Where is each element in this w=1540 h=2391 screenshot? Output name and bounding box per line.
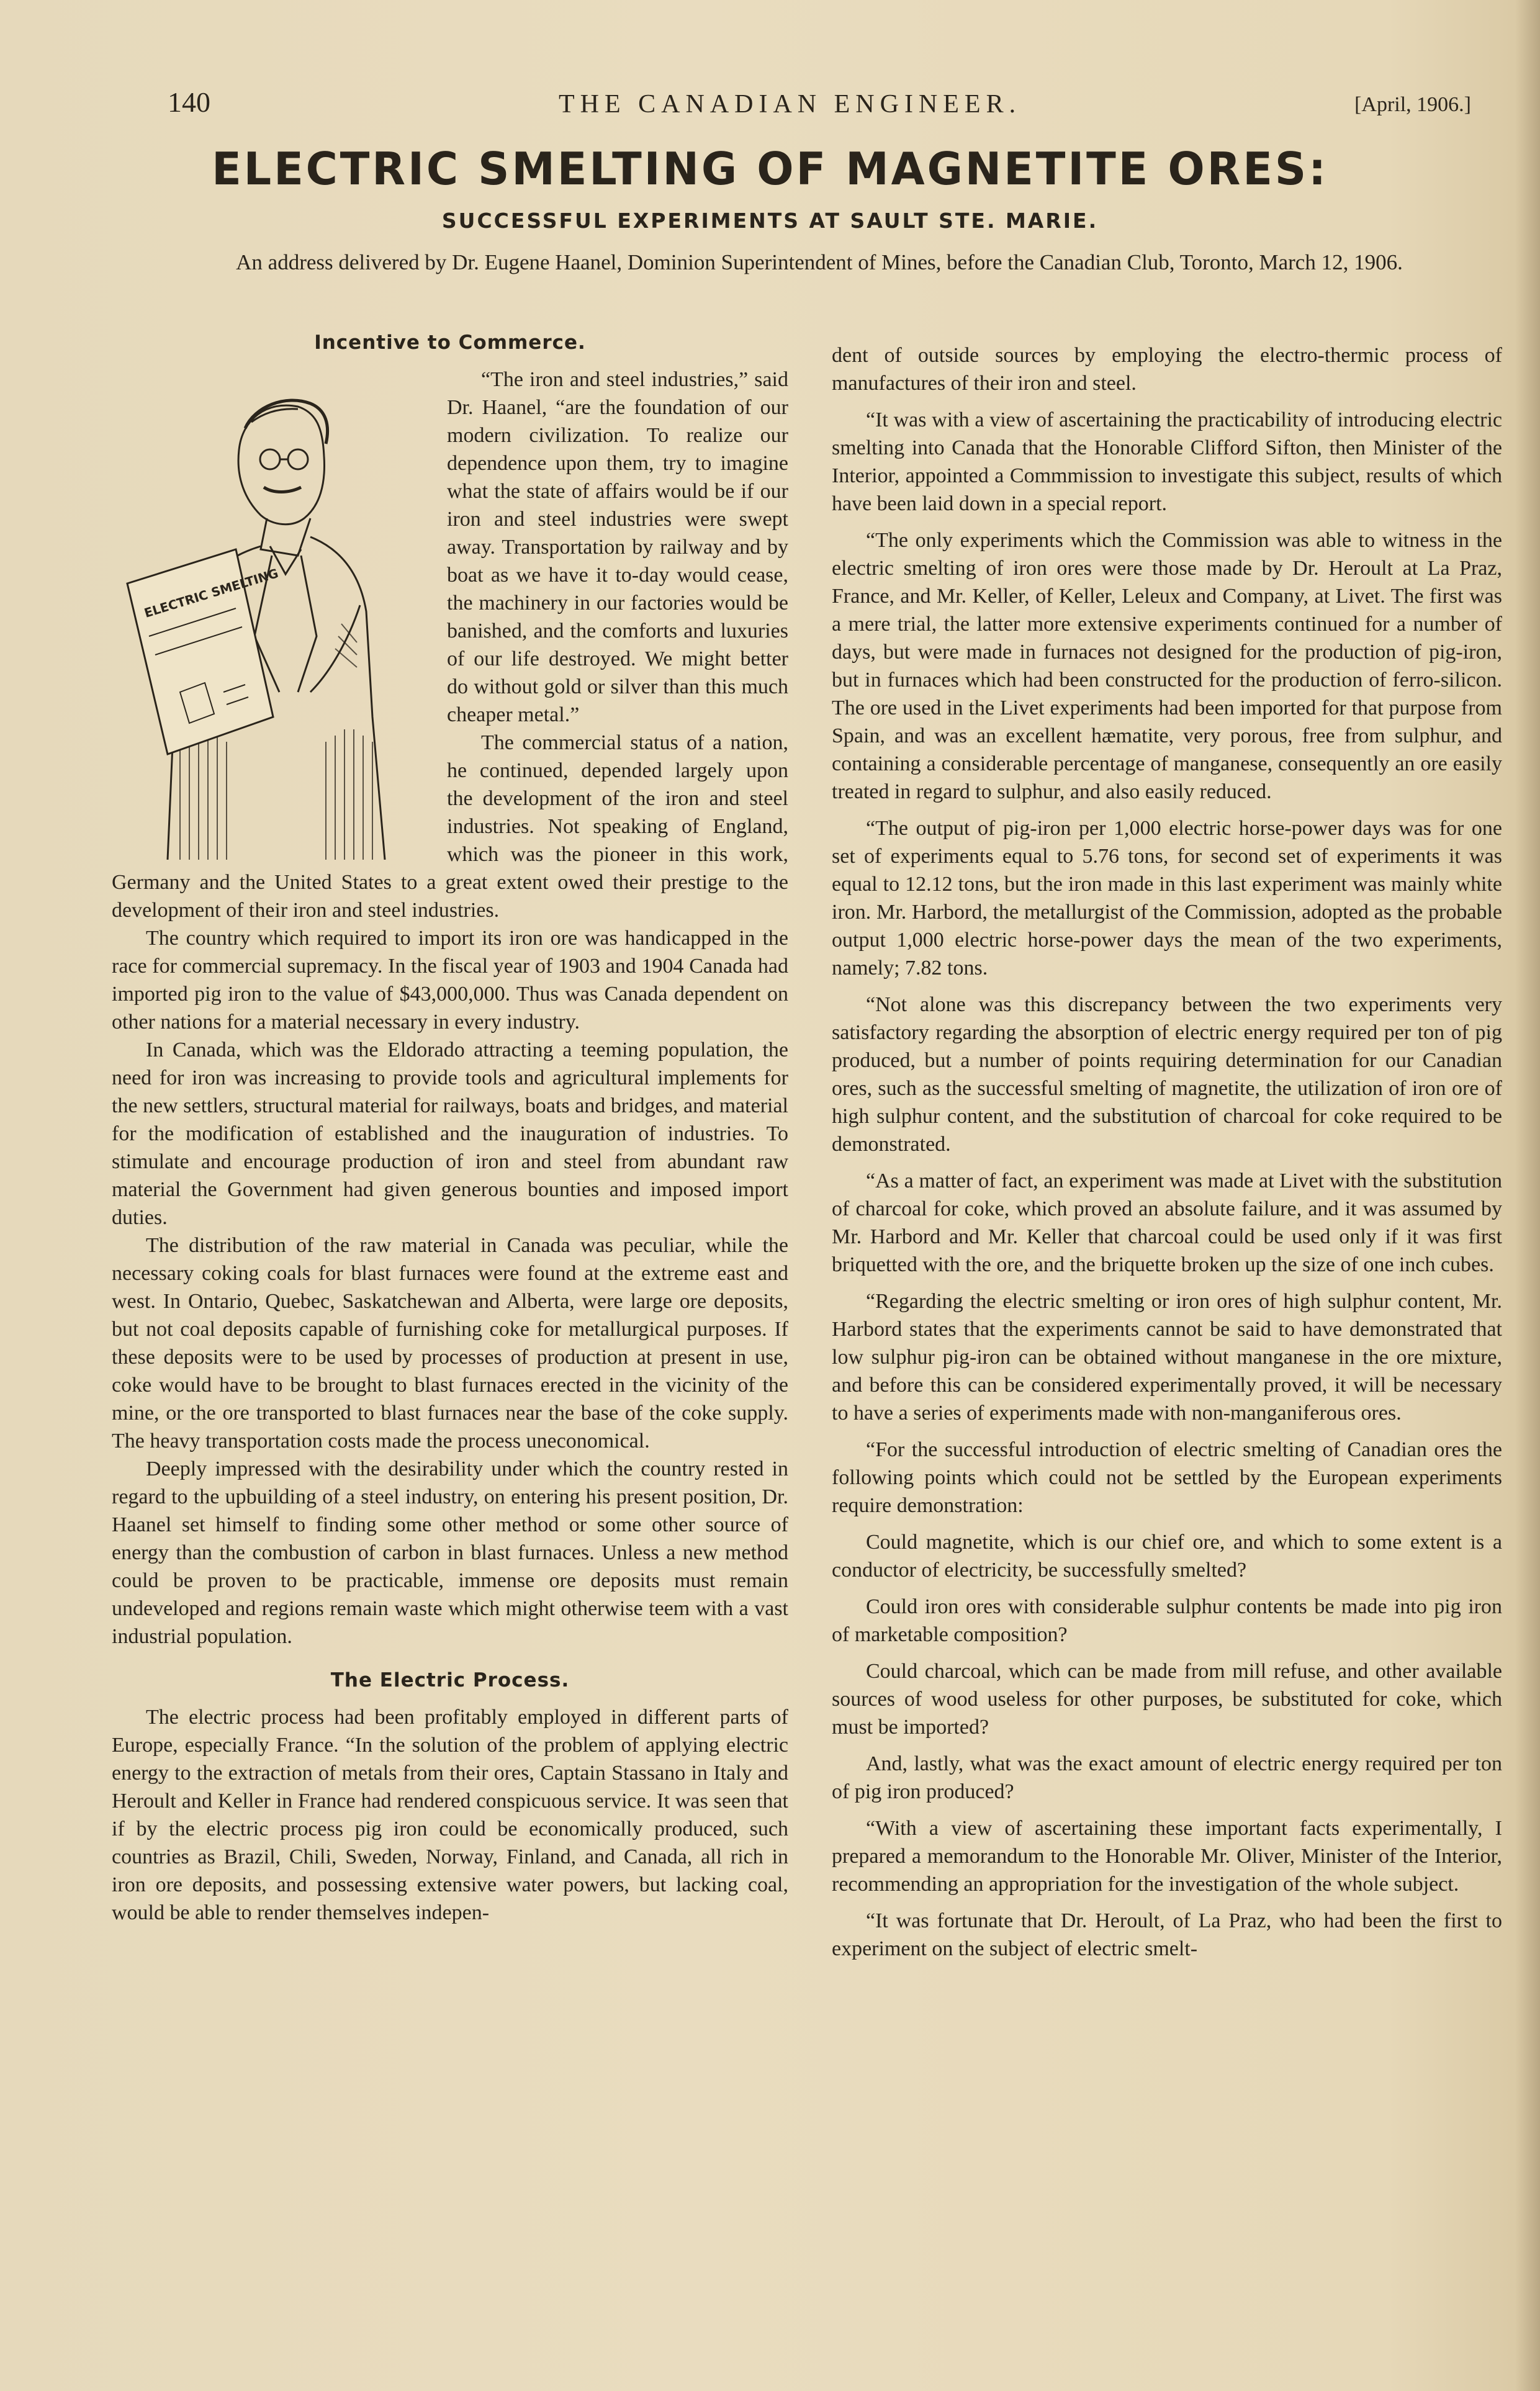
right-column: [832, 341, 1502, 2328]
page-spine-shadow: [1515, 0, 1540, 2391]
issue-date: [April, 1906.]: [1354, 93, 1471, 116]
paragraph: “The only experiments which the Commission was able to witness in the electric smelting of iron ores were those made by Dr. Heroult at La Praz, France, and Mr. Keller, of Keller, Leleux and Company, at Livet. The first was a mere trial, the latter more extensive experiments continued for a number of days, but were made in furnaces not designed for the production of pig-iron, but in furnaces which had been constructed for the production of ferro-silicon. The ore used in the Livet experiments had been imported for that purpose from Spain, and was an excellent hæmatite, very porous, free from sulphur, and containing a considerable percentage of manganese, consequently an ore easily treated in regard to sulphur, and also easily reduced.: [832, 529, 1502, 803]
section-heading-electric-process: The Electric Process.: [330, 1669, 570, 1691]
article-title: ELECTRIC SMELTING OF MAGNETITE ORES:: [212, 143, 1328, 195]
paragraph: “It was fortunate that Dr. Heroult, of La Praz, who had been the first to experiment on the subject of electric smelt-: [832, 1909, 1502, 1960]
portrait-sketch-icon: [112, 369, 435, 860]
paragraph: “The output of pig-iron per 1,000 electric horse-power days was for one set of experiments equal to 5.76 tons, for second set of experiments it was equal to 12.12 tons, but the iron made in this last experiment was mainly white iron. Mr. Harbord, the metallurgist of the Commission, adopted as the probable output 1,000 electric horse-power days the mean of the two experiments, namely; 7.82 tons.: [832, 817, 1502, 979]
page-number: 140: [168, 86, 210, 118]
paragraph: “With a view of ascertaining these important facts experimentally, I prepared a memorandum to the Honorable Mr. Oliver, Minister of the Interior, recommending an appropriation for the investigation of the whole subject.: [832, 1817, 1502, 1896]
illustration-caption: ELECTRIC SMELTING: [142, 565, 281, 621]
paragraph: Could magnetite, which is our chief ore, and which to some extent is a conductor of electricity, be successfully smelted?: [832, 1531, 1502, 1582]
portrait-illustration: [112, 369, 435, 860]
left-column: [112, 329, 788, 2315]
paragraph: The commercial status of a nation, he continued, depended largely upon the development of the iron and steel industries. Not speaking of England, which was the pioneer in this work, Germany and the United States to a great extent owed their prestige to the development of their iron and steel industries.: [112, 731, 788, 922]
running-header: [168, 86, 1471, 123]
paragraph: Could iron ores with considerable sulphur contents be made into pig iron of marketable composition?: [832, 1595, 1502, 1646]
paragraph: Could charcoal, which can be made from mill refuse, and other available sources of wood useless for other purposes, be substituted for coke, which must be imported?: [832, 1660, 1502, 1739]
paragraph: “Regarding the electric smelting or iron ores of high sulphur content, Mr. Harbord states that the experiments cannot be said to have demonstrated that low sulphur pig-iron can be obtained without manganese in the ore mixture, and before this can be considered experimentally proved, it will be necessary to have a series of experiments made with non-manganiferous ores.: [832, 1290, 1502, 1425]
journal-name: THE CANADIAN ENGINEER.: [559, 90, 1022, 119]
paragraph: In Canada, which was the Eldorado attracting a teeming population, the need for iron was increasing to provide tools and agricultural implements for the new settlers, structural material for railways, boats and bridges, and material for the modification of established and the inauguration of industries. To stimulate and encourage production of iron and steel from abundant raw material the Government had given generous bounties and imposed import duties.: [112, 1038, 788, 1229]
article-byline: An address delivered by Dr. Eugene Haanel, Dominion Superintendent of Mines, before the Canadian Club, Toronto, March 12, 1906.: [236, 250, 1403, 274]
paragraph: dent of outside sources by employing the electro-thermic process of manufactures of their iron and steel.: [832, 344, 1502, 395]
paragraph: “The iron and steel industries,” said Dr. Haanel, “are the foundation of our modern civilization. To realize our dependence upon them, try to imagine what the state of affairs would be if our iron and steel industries were swept away. Transportation by railway and by boat as we have it to-day would cease, the machinery in our factories would be banished, and the comforts and luxuries of our life destroyed. We might better do without gold or silver than this much cheaper metal.”: [447, 368, 788, 726]
paragraph: “As a matter of fact, an experiment was made at Livet with the substitution of charcoal for coke, which proved an absolute failure, and it was assumed by Mr. Harbord and Mr. Keller that charcoal could be used only if it was first briquetted with the ore, and the briquette broken up the size of one inch cubes.: [832, 1169, 1502, 1276]
paragraph: The country which required to import its iron ore was handicapped in the race for commercial supremacy. In the fiscal year of 1903 and 1904 Canada had imported pig iron to the value of $43,000,000. Thus was Canada dependent on other nations for a material necessary in every industry.: [112, 927, 788, 1033]
section-heading-incentive: Incentive to Commerce.: [314, 331, 586, 354]
paragraph: The distribution of the raw material in Canada was peculiar, while the necessary coking coals for blast furnaces were found at the extreme east and west. In Ontario, Quebec, Saskatchewan and Alberta, were large ore deposits, but not coal deposits capable of furnishing coke for metallurgical purposes. If these deposits were to be used by processes of production at present in use, coke would have to be brought to blast furnaces erected in the vicinity of the mine, or the ore transported to blast furnaces near the base of the coke supply. The heavy transportation costs made the process uneconomical.: [112, 1234, 788, 1452]
paragraph: Deeply impressed with the desirability under which the country rested in regard to the upbuilding of a steel industry, on entering his present position, Dr. Haanel set himself to finding some other method or some other source of energy than the combustion of carbon in blast furnaces. Unless a new method could be proven to be practicable, immense ore deposits must remain undeveloped and regions remain waste which might otherwise teem with a vast industrial population.: [112, 1457, 788, 1648]
paragraph: The electric process had been profitably employed in different parts of Europe, especially France. “In the solution of the problem of applying electric energy to the extraction of metals from their ores, Captain Stassano in Italy and Heroult and Keller in France had rendered conspicuous service. It was seen that if by the electric process pig iron could be economically produced, such countries as Brazil, Chili, Sweden, Norway, Finland, and Canada, all rich in iron ore deposits, and possessing extensive water powers, but lacking coal, would be able to render themselves indepen-: [112, 1706, 788, 1924]
paragraph: And, lastly, what was the exact amount of electric energy required per ton of pig iron produced?: [832, 1752, 1502, 1803]
article-subtitle: SUCCESSFUL EXPERIMENTS AT SAULT STE. MARIE.: [441, 209, 1099, 233]
paragraph: “Not alone was this discrepancy between the two experiments very satisfactory regarding the absorption of electric energy required per ton of pig produced, but a number of points requiring determination for our Canadian ores, such as the successful smelting of magnetite, the utilization of iron ore of high sulphur content, and the substitution of charcoal for coke required to be demonstrated.: [832, 993, 1502, 1156]
paragraph: “For the successful introduction of electric smelting of Canadian ores the following points which could not be settled by the European experiments require demonstration:: [832, 1438, 1502, 1517]
paragraph: “It was with a view of ascertaining the practicability of introducing electric smelting into Canada that the Honorable Clifford Sifton, then Minister of the Interior, appointed a Commmission to investigate this subject, results of which have been laid down in a special report.: [832, 408, 1502, 515]
